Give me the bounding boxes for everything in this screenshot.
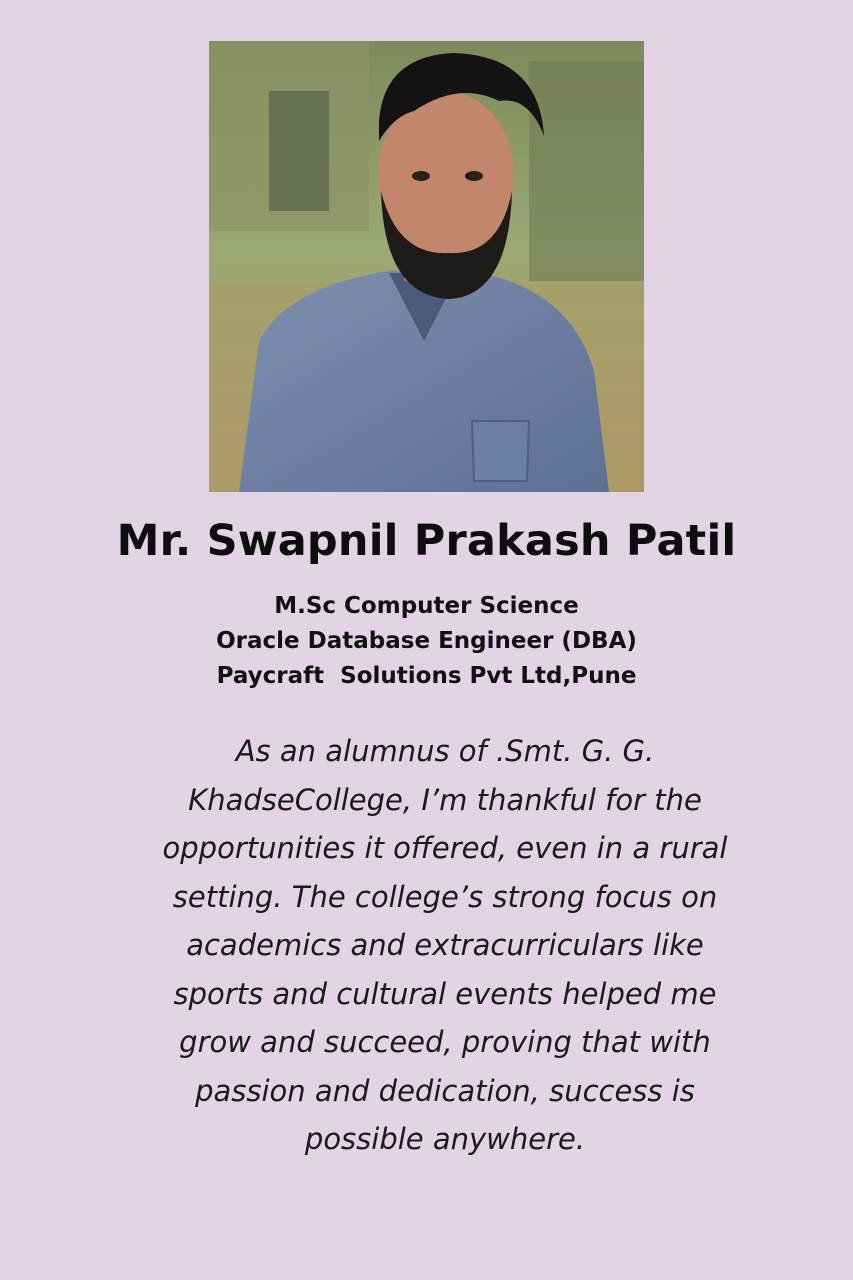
testimonial-line: sports and cultural events helped me [173, 976, 717, 1011]
portrait-illustration [209, 41, 644, 492]
person-name: Mr. Swapnil Prakash Patil [116, 516, 737, 566]
testimonial-line: grow and succeed, proving that with [179, 1025, 711, 1059]
credential-company: Paycraft Solutions Pvt Ltd,Pune [216, 663, 637, 689]
testimonial-line: setting. The college’s strong focus on [172, 879, 718, 914]
credential-degree: M.Sc Computer Science [274, 593, 579, 619]
testimonial-text [130, 727, 760, 1164]
portrait-photo [209, 41, 644, 492]
testimonial-line: passion and dedication, success is [195, 1073, 695, 1108]
testimonial-line: As an alumnus of .Smt. G. G. [235, 734, 655, 768]
testimonial-line: opportunities it offered, even in a rural [162, 831, 728, 865]
credential-role: Oracle Database Engineer (DBA) [216, 628, 637, 654]
testimonial-line: KhadseCollege, I’m thankful for the [188, 782, 702, 817]
testimonial-line: academics and extracurriculars like [186, 928, 704, 962]
credentials-block [0, 589, 853, 694]
testimonial-line: possible anywhere. [304, 1122, 586, 1156]
